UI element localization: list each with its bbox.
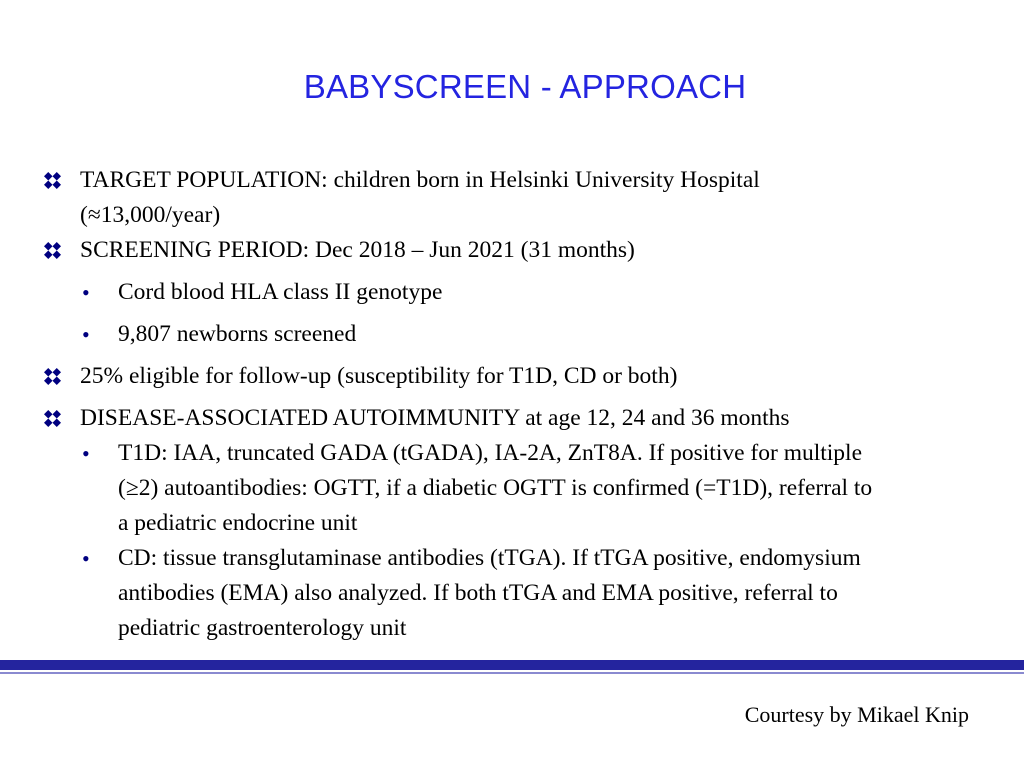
list-item-text: (≈13,000/year) xyxy=(80,202,221,228)
sub-item-text: Cord blood HLA class II genotype xyxy=(118,279,443,305)
sub-item-text: a pediatric endocrine unit xyxy=(118,510,358,536)
list-item-screening-period xyxy=(38,233,1018,268)
footer-credit: Courtesy by Mikael Knip xyxy=(744,702,969,727)
list-item-autoimmunity xyxy=(38,401,1018,436)
bullet-list xyxy=(38,163,1018,646)
sub-item-text: CD: tissue transglutaminase antibodies (tTGA). If tTGA positive, endomysium xyxy=(118,545,861,571)
list-item-eligible xyxy=(38,359,1018,394)
diamond-bullet-icon xyxy=(44,410,61,427)
sub-item-text: (≥2) autoantibodies: OGTT, if a diabetic OGTT is confirmed (=T1D), referral to xyxy=(118,475,873,501)
list-item-text: DISEASE-ASSOCIATED AUTOIMMUNITY at age 12, 24 and 36 months xyxy=(80,405,790,431)
sub-item-text: pediatric gastroenterology unit xyxy=(118,615,407,641)
list-item-text: SCREENING PERIOD: Dec 2018 – Jun 2021 (31 months) xyxy=(80,237,635,263)
diamond-bullet-icon xyxy=(44,242,61,259)
sub-item-text: T1D: IAA, truncated GADA (tGADA), IA-2A, ZnT8A. If positive for multiple xyxy=(118,440,863,466)
diamond-bullet-icon xyxy=(44,368,61,385)
footer-divider-line xyxy=(0,672,1024,674)
round-bullet-icon: • xyxy=(82,322,90,347)
sub-item-t1d xyxy=(38,436,1018,541)
sub-item-text: antibodies (EMA) also analyzed. If both tTGA and EMA positive, referral to xyxy=(118,580,838,606)
round-bullet-icon: • xyxy=(82,280,90,305)
round-bullet-icon: • xyxy=(82,441,90,466)
round-bullet-icon: • xyxy=(82,546,90,571)
slide-title: BABYSCREEN - APPROACH xyxy=(303,68,747,105)
sub-item-text: 9,807 newborns screened xyxy=(118,321,357,347)
sub-item-cord-blood xyxy=(38,275,1018,310)
diamond-bullet-icon xyxy=(44,172,61,189)
list-item-text: 25% eligible for follow-up (susceptibility for T1D, CD or both) xyxy=(80,363,678,389)
footer-divider-bar xyxy=(0,660,1024,670)
list-item-text: TARGET POPULATION: children born in Helsinki University Hospital xyxy=(80,167,760,193)
list-item-target-population xyxy=(38,163,1018,233)
sub-item-cd xyxy=(38,541,1018,646)
sub-item-newborns xyxy=(38,317,1018,352)
